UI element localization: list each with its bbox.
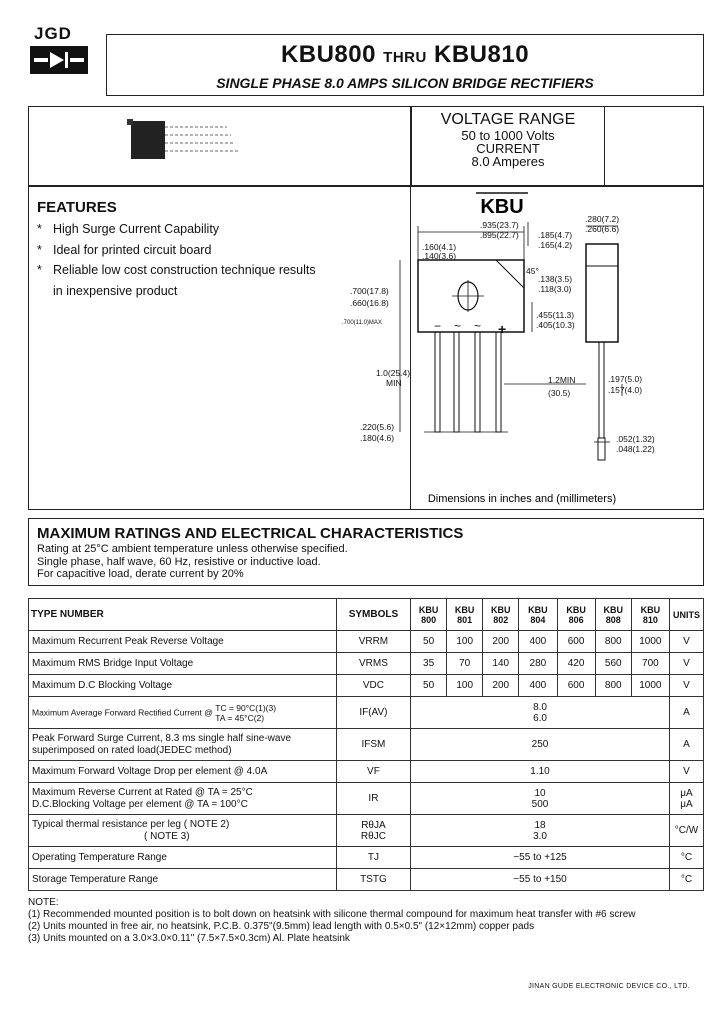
voltage-info <box>412 111 604 168</box>
voltage-box <box>411 106 605 186</box>
svg-text:.197(5.0): .197(5.0) <box>608 374 643 384</box>
table-header-row <box>29 599 704 631</box>
svg-text:.220(5.6): .220(5.6) <box>360 422 395 432</box>
package-label: KBU <box>480 196 524 218</box>
svg-text:.280(7.2): .280(7.2) <box>585 214 620 224</box>
svg-text:1.0(25.4): 1.0(25.4) <box>376 368 411 378</box>
features-list <box>37 219 327 301</box>
svg-text:.935(23.7): .935(23.7) <box>480 220 519 230</box>
col-part: KBU 806 <box>557 599 595 631</box>
footnote: (2) Units mounted in free air, no heatsink, P.C.B. 0.375"(9.5mm) lead length with 0.5×0.5" (12×12mm) copper pads <box>28 921 535 932</box>
current-value: 8.0 Amperes <box>471 154 545 169</box>
svg-text:.660(16.8): .660(16.8) <box>350 298 389 308</box>
features-title: FEATURES <box>37 199 117 216</box>
svg-text:.260(6.6): .260(6.6) <box>585 224 620 234</box>
logo-text: JGD <box>34 24 72 43</box>
current-heading: CURRENT <box>476 141 540 156</box>
svg-text:.157(4.0): .157(4.0) <box>608 385 643 395</box>
svg-text:−: − <box>434 319 442 333</box>
diagram-top-cap <box>605 106 704 186</box>
svg-text:(30.5): (30.5) <box>548 388 571 398</box>
ratings-title: MAXIMUM RATINGS AND ELECTRICAL CHARACTERISTICS <box>37 525 464 542</box>
col-symbols: SYMBOLS <box>336 599 410 631</box>
svg-text:.048(1.22): .048(1.22) <box>616 444 655 454</box>
col-part: KBU 802 <box>483 599 519 631</box>
svg-text:.160(4.1): .160(4.1) <box>422 242 457 252</box>
table-row: Storage Temperature Range TSTG −55 to +150 °C <box>29 869 704 891</box>
ratings-notes: Rating at 25°C ambient temperature unless otherwise specified. Single phase, half wave, 60 Hz, resistive or inductive load. For capacitive load, derate current by 20% <box>37 543 348 580</box>
diagram-caption: Dimensions in inches and (millimeters) <box>427 493 617 505</box>
svg-text:.052(1.32): .052(1.32) <box>616 434 655 444</box>
table-row: Maximum RMS Bridge Input Voltage VRMS 35 70 140 280 420 560 700 V <box>29 653 704 675</box>
title-box <box>106 34 704 96</box>
svg-text:~: ~ <box>474 319 482 333</box>
svg-text:~: ~ <box>454 319 462 333</box>
svg-text:.185(4.7): .185(4.7) <box>538 230 573 240</box>
table-row: Maximum Reverse Current at Rated @ TA = 25°C D.C.Blocking Voltage per element @ TA = 100°C IR 10 500 μA μA <box>29 783 704 815</box>
table-row: Typical thermal resistance per leg ( NOTE 2) ( NOTE 3) RθJA RθJC 18 3.0 °C/W <box>29 815 704 847</box>
diode-logo-icon <box>30 46 88 74</box>
col-units: UNITS <box>669 599 703 631</box>
svg-text:.405(10.3): .405(10.3) <box>536 320 575 330</box>
table-row: Operating Temperature Range TJ −55 to +125 °C <box>29 847 704 869</box>
svg-text:45°: 45° <box>526 266 539 276</box>
svg-text:MIN: MIN <box>386 378 402 388</box>
svg-text:.180(4.6): .180(4.6) <box>360 433 395 443</box>
product-image-box <box>28 106 411 186</box>
svg-text:.118(3.0): .118(3.0) <box>538 284 572 294</box>
table-row: Maximum Forward Voltage Drop per element @ 4.0A VF 1.10 V <box>29 761 704 783</box>
svg-text:.700(11.0)MAX: .700(11.0)MAX <box>342 320 382 326</box>
notes-label: NOTE: <box>28 897 59 908</box>
col-type: TYPE NUMBER <box>29 599 337 631</box>
col-part: KBU 801 <box>447 599 483 631</box>
spec-table <box>28 598 704 891</box>
table-row: Maximum D.C Blocking Voltage VDC 50 100 200 400 600 800 1000 V <box>29 675 704 697</box>
page-subtitle: SINGLE PHASE 8.0 AMPS SILICON BRIDGE RECTIFIERS <box>216 75 594 91</box>
svg-text:.138(3.5): .138(3.5) <box>538 274 573 284</box>
svg-text:1.2MIN: 1.2MIN <box>548 375 576 385</box>
company-name: JINAN GUDE ELECTRONIC DEVICE CO., LTD. <box>528 983 690 990</box>
svg-text:+: + <box>498 321 507 337</box>
product-photo <box>127 113 267 163</box>
col-part: KBU 800 <box>411 599 447 631</box>
col-part: KBU 810 <box>631 599 669 631</box>
page-title: KBU800 THRU KBU810 <box>280 41 530 68</box>
voltage-range: 50 to 1000 Volts <box>461 128 555 143</box>
table-row: Maximum Recurrent Peak Reverse Voltage VRRM 50 100 200 400 600 800 1000 V <box>29 631 704 653</box>
col-part: KBU 808 <box>595 599 631 631</box>
svg-text:.165(4.2): .165(4.2) <box>538 240 573 250</box>
list-item: * Ideal for printed circuit board <box>37 240 327 261</box>
voltage-heading: VOLTAGE RANGE <box>440 111 576 128</box>
kbu-dimension-drawing <box>340 186 704 510</box>
svg-text:.455(11.3): .455(11.3) <box>536 310 575 320</box>
ratings-box <box>28 518 704 586</box>
logo-box <box>18 22 106 96</box>
svg-text:.700(17.8): .700(17.8) <box>350 286 389 296</box>
col-part: KBU 804 <box>519 599 557 631</box>
footnotes <box>28 897 704 945</box>
footnote: (1) Recommended mounted position is to bolt down on heatsink with silicone thermal compound for maximum heat transfer with #6 screw <box>28 909 636 920</box>
list-item: * Reliable low cost construction technique results in inexpensive product <box>37 260 327 301</box>
table-row: Peak Forward Surge Current, 8.3 ms single half sine-wave superimposed on rated load(JEDEC method) IFSM 250 A <box>29 729 704 761</box>
list-item: * High Surge Current Capability <box>37 219 327 240</box>
svg-text:.140(3.6): .140(3.6) <box>422 251 457 261</box>
svg-text:.895(22.7): .895(22.7) <box>480 230 519 240</box>
footnote: (3) Units mounted on a 3.0×3.0×0.11" (7.5×7.5×0.3cm) Al. Plate heatsink <box>28 933 350 944</box>
table-row: Maximum Average Forward Rectified Current @ TC = 90°C(1)(3) TA = 45°C(2) IF(AV) 8.0 6.0 A <box>29 697 704 729</box>
